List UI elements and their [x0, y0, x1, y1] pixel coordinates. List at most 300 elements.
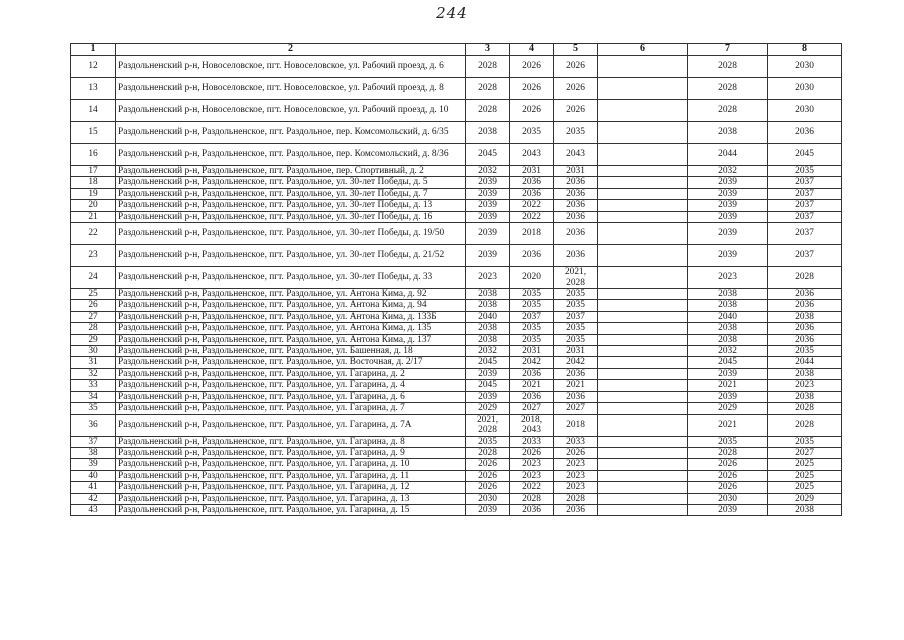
col8-value: 2028	[768, 414, 842, 436]
table-row	[71, 78, 842, 100]
col-header-5: 5	[554, 44, 598, 56]
address-cell: Раздольненский р-н, Раздольненское, пгт. Раздольное, пер. Спортивный, д. 2	[116, 166, 466, 177]
col5-value: 2026	[554, 100, 598, 122]
col7-value: 2021	[688, 414, 768, 436]
col3-value: 2021, 2028	[466, 414, 510, 436]
col5-value: 2031	[554, 346, 598, 357]
col6-value	[598, 245, 688, 267]
col6-value	[598, 78, 688, 100]
col7-value: 2039	[688, 368, 768, 379]
col7-value: 2038	[688, 334, 768, 345]
address-cell: Раздольненский р-н, Раздольненское, пгт. Раздольное, ул. Гагарина, д. 11	[116, 470, 466, 481]
col8-value: 2035	[768, 436, 842, 447]
row-number: 23	[71, 245, 116, 267]
col6-value	[598, 200, 688, 211]
address-cell: Раздольненский р-н, Раздольненское, пгт. Раздольное, ул. Антона Кима, д. 92	[116, 289, 466, 300]
col5-value: 2023	[554, 459, 598, 470]
col4-value: 2036	[510, 177, 554, 188]
table-row	[71, 200, 842, 211]
table-row	[71, 166, 842, 177]
col-header-2: 2	[116, 44, 466, 56]
col6-value	[598, 289, 688, 300]
col4-value: 2028	[510, 493, 554, 504]
address-cell: Раздольненский р-н, Раздольненское, пгт. Раздольное, ул. Гагарина, д. 13	[116, 493, 466, 504]
col7-value: 2026	[688, 482, 768, 493]
col-header-4: 4	[510, 44, 554, 56]
col4-value: 2036	[510, 188, 554, 199]
col4-value: 2026	[510, 100, 554, 122]
col4-value: 2035	[510, 289, 554, 300]
col5-value: 2036	[554, 504, 598, 515]
col3-value: 2045	[466, 144, 510, 166]
col4-value: 2021	[510, 380, 554, 391]
address-cell: Раздольненский р-н, Раздольненское, пгт. Раздольное, ул. Гагарина, д. 12	[116, 482, 466, 493]
col8-value: 2036	[768, 122, 842, 144]
col4-value: 2035	[510, 122, 554, 144]
col6-value	[598, 357, 688, 368]
col8-value: 2029	[768, 493, 842, 504]
col3-value: 2039	[466, 245, 510, 267]
col8-value: 2044	[768, 357, 842, 368]
row-number: 42	[71, 493, 116, 504]
col5-value: 2031	[554, 166, 598, 177]
col5-value: 2021	[554, 380, 598, 391]
col4-value: 2018	[510, 223, 554, 245]
col6-value	[598, 100, 688, 122]
address-cell: Раздольненский р-н, Новоселовское, пгт. Новоселовское, ул. Рабочий проезд, д. 10	[116, 100, 466, 122]
col6-value	[598, 436, 688, 447]
col7-value: 2040	[688, 311, 768, 322]
col6-value	[598, 311, 688, 322]
col5-value: 2035	[554, 300, 598, 311]
header-row	[71, 44, 842, 56]
col8-value: 2025	[768, 459, 842, 470]
col6-value	[598, 211, 688, 222]
col4-value: 2026	[510, 56, 554, 78]
row-number: 30	[71, 346, 116, 357]
col5-value: 2018	[554, 414, 598, 436]
col5-value: 2035	[554, 323, 598, 334]
table-row	[71, 380, 842, 391]
address-cell: Раздольненский р-н, Раздольненское, пгт. Раздольное, ул. Гагарина, д. 10	[116, 459, 466, 470]
col5-value: 2026	[554, 447, 598, 458]
col7-value: 2035	[688, 436, 768, 447]
col3-value: 2032	[466, 166, 510, 177]
col7-value: 2038	[688, 122, 768, 144]
col8-value: 2028	[768, 403, 842, 414]
col7-value: 2039	[688, 391, 768, 402]
col4-value: 2036	[510, 368, 554, 379]
col5-value: 2036	[554, 177, 598, 188]
col5-value: 2028	[554, 493, 598, 504]
col3-value: 2038	[466, 122, 510, 144]
col6-value	[598, 504, 688, 515]
col8-value: 2023	[768, 380, 842, 391]
col4-value: 2022	[510, 200, 554, 211]
col5-value: 2023	[554, 470, 598, 481]
address-cell: Раздольненский р-н, Раздольненское, пгт. Раздольное, ул. 30-лет Победы, д. 33	[116, 267, 466, 289]
col-header-1: 1	[71, 44, 116, 56]
col3-value: 2039	[466, 504, 510, 515]
col6-value	[598, 177, 688, 188]
address-cell: Раздольненский р-н, Раздольненское, пгт. Раздольное, ул. 30-лет Победы, д. 16	[116, 211, 466, 222]
col4-value: 2042	[510, 357, 554, 368]
col3-value: 2026	[466, 482, 510, 493]
col3-value: 2029	[466, 403, 510, 414]
col4-value: 2026	[510, 78, 554, 100]
col4-value: 2036	[510, 391, 554, 402]
table-row	[71, 211, 842, 222]
col3-value: 2039	[466, 223, 510, 245]
col3-value: 2040	[466, 311, 510, 322]
col8-value: 2035	[768, 166, 842, 177]
row-number: 12	[71, 56, 116, 78]
col7-value: 2030	[688, 493, 768, 504]
col4-value: 2027	[510, 403, 554, 414]
col6-value	[598, 403, 688, 414]
col7-value: 2028	[688, 447, 768, 458]
col6-value	[598, 122, 688, 144]
col8-value: 2036	[768, 334, 842, 345]
row-number: 34	[71, 391, 116, 402]
table-row	[71, 357, 842, 368]
table-row	[71, 323, 842, 334]
table-row	[71, 447, 842, 458]
row-number: 25	[71, 289, 116, 300]
address-cell: Раздольненский р-н, Раздольненское, пгт. Раздольное, ул. Антона Кима, д. 133Б	[116, 311, 466, 322]
col8-value: 2036	[768, 289, 842, 300]
table-row	[71, 267, 842, 289]
col6-value	[598, 493, 688, 504]
table-row	[71, 504, 842, 515]
col5-value: 2035	[554, 289, 598, 300]
row-number: 33	[71, 380, 116, 391]
table-row	[71, 493, 842, 504]
row-number: 24	[71, 267, 116, 289]
col3-value: 2038	[466, 300, 510, 311]
col6-value	[598, 267, 688, 289]
col6-value	[598, 459, 688, 470]
col7-value: 2045	[688, 357, 768, 368]
col7-value: 2039	[688, 200, 768, 211]
col8-value: 2037	[768, 177, 842, 188]
table-row	[71, 122, 842, 144]
col3-value: 2039	[466, 200, 510, 211]
col3-value: 2038	[466, 334, 510, 345]
table-row	[71, 56, 842, 78]
col4-value: 2036	[510, 245, 554, 267]
table-row	[71, 177, 842, 188]
col-header-6: 6	[598, 44, 688, 56]
table-row	[71, 223, 842, 245]
table-row	[71, 100, 842, 122]
col4-value: 2035	[510, 300, 554, 311]
col8-value: 2027	[768, 447, 842, 458]
col4-value: 2023	[510, 470, 554, 481]
col4-value: 2020	[510, 267, 554, 289]
table-row	[71, 311, 842, 322]
col4-value: 2031	[510, 166, 554, 177]
table-row	[71, 403, 842, 414]
col7-value: 2039	[688, 504, 768, 515]
col6-value	[598, 447, 688, 458]
table-row	[71, 289, 842, 300]
col8-value: 2045	[768, 144, 842, 166]
col3-value: 2028	[466, 100, 510, 122]
row-number: 37	[71, 436, 116, 447]
address-cell: Раздольненский р-н, Раздольненское, пгт. Раздольное, ул. 30-лет Победы, д. 19/50	[116, 223, 466, 245]
col4-value: 2026	[510, 447, 554, 458]
col3-value: 2030	[466, 493, 510, 504]
col7-value: 2026	[688, 470, 768, 481]
row-number: 28	[71, 323, 116, 334]
col8-value: 2025	[768, 470, 842, 481]
col7-value: 2039	[688, 188, 768, 199]
col6-value	[598, 323, 688, 334]
col3-value: 2038	[466, 323, 510, 334]
row-number: 35	[71, 403, 116, 414]
row-number: 22	[71, 223, 116, 245]
col3-value: 2039	[466, 391, 510, 402]
col5-value: 2026	[554, 56, 598, 78]
col4-value: 2023	[510, 459, 554, 470]
table-row	[71, 482, 842, 493]
col4-value: 2031	[510, 346, 554, 357]
address-cell: Раздольненский р-н, Раздольненское, пгт. Раздольное, ул. Антона Кима, д. 137	[116, 334, 466, 345]
address-cell: Раздольненский р-н, Раздольненское, пгт. Раздольное, пер. Комсомольский, д. 6/35	[116, 122, 466, 144]
col8-value: 2036	[768, 323, 842, 334]
col7-value: 2038	[688, 289, 768, 300]
col3-value: 2045	[466, 357, 510, 368]
col7-value: 2038	[688, 300, 768, 311]
col3-value: 2026	[466, 459, 510, 470]
table-row	[71, 414, 842, 436]
col5-value: 2021, 2028	[554, 267, 598, 289]
address-cell: Раздольненский р-н, Раздольненское, пгт. Раздольное, ул. Башенная, д. 18	[116, 346, 466, 357]
col8-value: 2028	[768, 267, 842, 289]
col6-value	[598, 391, 688, 402]
table-row	[71, 346, 842, 357]
col4-value: 2036	[510, 504, 554, 515]
col6-value	[598, 188, 688, 199]
col4-value: 2035	[510, 323, 554, 334]
col8-value: 2030	[768, 100, 842, 122]
col3-value: 2035	[466, 436, 510, 447]
col5-value: 2036	[554, 200, 598, 211]
col7-value: 2028	[688, 78, 768, 100]
col7-value: 2032	[688, 166, 768, 177]
col5-value: 2027	[554, 403, 598, 414]
table-row	[71, 144, 842, 166]
table-row	[71, 188, 842, 199]
row-number: 21	[71, 211, 116, 222]
table-row	[71, 470, 842, 481]
col6-value	[598, 482, 688, 493]
col5-value: 2036	[554, 368, 598, 379]
col5-value: 2023	[554, 482, 598, 493]
col6-value	[598, 166, 688, 177]
col5-value: 2036	[554, 211, 598, 222]
col4-value: 2033	[510, 436, 554, 447]
address-cell: Раздольненский р-н, Раздольненское, пгт. Раздольное, ул. 30-лет Победы, д. 7	[116, 188, 466, 199]
col4-value: 2022	[510, 482, 554, 493]
col4-value: 2043	[510, 144, 554, 166]
col-header-7: 7	[688, 44, 768, 56]
table-body	[71, 56, 842, 516]
col3-value: 2028	[466, 78, 510, 100]
col6-value	[598, 56, 688, 78]
col4-value: 2037	[510, 311, 554, 322]
table-row	[71, 436, 842, 447]
table-row	[71, 459, 842, 470]
col-header-3: 3	[466, 44, 510, 56]
table-row	[71, 391, 842, 402]
col3-value: 2038	[466, 289, 510, 300]
col7-value: 2039	[688, 177, 768, 188]
row-number: 31	[71, 357, 116, 368]
col8-value: 2038	[768, 311, 842, 322]
col6-value	[598, 300, 688, 311]
address-cell: Раздольненский р-н, Раздольненское, пгт. Раздольное, ул. Гагарина, д. 2	[116, 368, 466, 379]
col5-value: 2033	[554, 436, 598, 447]
row-number: 20	[71, 200, 116, 211]
col8-value: 2030	[768, 56, 842, 78]
col3-value: 2028	[466, 447, 510, 458]
col3-value: 2039	[466, 368, 510, 379]
col7-value: 2021	[688, 380, 768, 391]
col3-value: 2032	[466, 346, 510, 357]
col6-value	[598, 346, 688, 357]
address-cell: Раздольненский р-н, Раздольненское, пгт. Раздольное, ул. Гагарина, д. 4	[116, 380, 466, 391]
row-number: 32	[71, 368, 116, 379]
col7-value: 2028	[688, 100, 768, 122]
col5-value: 2035	[554, 334, 598, 345]
row-number: 19	[71, 188, 116, 199]
address-cell: Раздольненский р-н, Раздольненское, пгт. Раздольное, ул. Гагарина, д. 7А	[116, 414, 466, 436]
col8-value: 2025	[768, 482, 842, 493]
address-cell: Раздольненский р-н, Раздольненское, пгт. Раздольное, ул. 30-лет Победы, д. 13	[116, 200, 466, 211]
col3-value: 2039	[466, 188, 510, 199]
row-number: 39	[71, 459, 116, 470]
col3-value: 2039	[466, 211, 510, 222]
page-number: 244	[436, 4, 468, 22]
address-cell: Раздольненский р-н, Раздольненское, пгт. Раздольное, ул. Антона Кима, д. 94	[116, 300, 466, 311]
col8-value: 2038	[768, 504, 842, 515]
col-header-8: 8	[768, 44, 842, 56]
col8-value: 2037	[768, 200, 842, 211]
col8-value: 2037	[768, 188, 842, 199]
col8-value: 2037	[768, 211, 842, 222]
address-cell: Раздольненский р-н, Раздольненское, пгт. Раздольное, ул. Гагарина, д. 7	[116, 403, 466, 414]
row-number: 40	[71, 470, 116, 481]
col5-value: 2036	[554, 245, 598, 267]
row-number: 18	[71, 177, 116, 188]
address-cell: Раздольненский р-н, Раздольненское, пгт. Раздольное, ул. Восточная, д. 2/17	[116, 357, 466, 368]
col4-value: 2018, 2043	[510, 414, 554, 436]
row-number: 26	[71, 300, 116, 311]
col5-value: 2036	[554, 188, 598, 199]
row-number: 16	[71, 144, 116, 166]
col8-value: 2038	[768, 391, 842, 402]
col7-value: 2039	[688, 211, 768, 222]
row-number: 15	[71, 122, 116, 144]
col8-value: 2038	[768, 368, 842, 379]
address-cell: Раздольненский р-н, Раздольненское, пгт. Раздольное, ул. Гагарина, д. 15	[116, 504, 466, 515]
address-cell: Раздольненский р-н, Раздольненское, пгт. Раздольное, ул. 30-лет Победы, д. 5	[116, 177, 466, 188]
row-number: 27	[71, 311, 116, 322]
row-number: 17	[71, 166, 116, 177]
col6-value	[598, 470, 688, 481]
row-number: 36	[71, 414, 116, 436]
col7-value: 2039	[688, 245, 768, 267]
col8-value: 2035	[768, 346, 842, 357]
table-row	[71, 368, 842, 379]
col7-value: 2039	[688, 223, 768, 245]
col8-value: 2036	[768, 300, 842, 311]
col5-value: 2037	[554, 311, 598, 322]
col3-value: 2023	[466, 267, 510, 289]
col4-value: 2035	[510, 334, 554, 345]
col5-value: 2036	[554, 223, 598, 245]
col6-value	[598, 144, 688, 166]
row-number: 41	[71, 482, 116, 493]
col7-value: 2028	[688, 56, 768, 78]
col5-value: 2036	[554, 391, 598, 402]
row-number: 43	[71, 504, 116, 515]
col5-value: 2026	[554, 78, 598, 100]
col5-value: 2043	[554, 144, 598, 166]
address-cell: Раздольненский р-н, Раздольненское, пгт. Раздольное, ул. Гагарина, д. 9	[116, 447, 466, 458]
col3-value: 2026	[466, 470, 510, 481]
table-row	[71, 245, 842, 267]
col7-value: 2038	[688, 323, 768, 334]
col7-value: 2044	[688, 144, 768, 166]
row-number: 29	[71, 334, 116, 345]
address-cell: Раздольненский р-н, Раздольненское, пгт. Раздольное, пер. Комсомольский, д. 8/36	[116, 144, 466, 166]
address-cell: Раздольненский р-н, Раздольненское, пгт. Раздольное, ул. Гагарина, д. 6	[116, 391, 466, 402]
col6-value	[598, 414, 688, 436]
row-number: 14	[71, 100, 116, 122]
col5-value: 2042	[554, 357, 598, 368]
row-number: 38	[71, 447, 116, 458]
address-cell: Раздольненский р-н, Раздольненское, пгт. Раздольное, ул. Гагарина, д. 8	[116, 436, 466, 447]
col8-value: 2037	[768, 223, 842, 245]
col7-value: 2026	[688, 459, 768, 470]
col4-value: 2022	[510, 211, 554, 222]
col7-value: 2032	[688, 346, 768, 357]
col6-value	[598, 223, 688, 245]
col7-value: 2023	[688, 267, 768, 289]
col3-value: 2028	[466, 56, 510, 78]
col8-value: 2030	[768, 78, 842, 100]
address-cell: Раздольненский р-н, Новоселовское, пгт. Новоселовское, ул. Рабочий проезд, д. 8	[116, 78, 466, 100]
housing-registry-table	[70, 43, 842, 516]
col6-value	[598, 368, 688, 379]
col3-value: 2045	[466, 380, 510, 391]
table-row	[71, 334, 842, 345]
col6-value	[598, 334, 688, 345]
col3-value: 2039	[466, 177, 510, 188]
col6-value	[598, 380, 688, 391]
col7-value: 2029	[688, 403, 768, 414]
col8-value: 2037	[768, 245, 842, 267]
address-cell: Раздольненский р-н, Новоселовское, пгт. Новоселовское, ул. Рабочий проезд, д. 6	[116, 56, 466, 78]
address-cell: Раздольненский р-н, Раздольненское, пгт. Раздольное, ул. 30-лет Победы, д. 21/52	[116, 245, 466, 267]
row-number: 13	[71, 78, 116, 100]
address-cell: Раздольненский р-н, Раздольненское, пгт. Раздольное, ул. Антона Кима, д. 135	[116, 323, 466, 334]
col5-value: 2035	[554, 122, 598, 144]
table-row	[71, 300, 842, 311]
